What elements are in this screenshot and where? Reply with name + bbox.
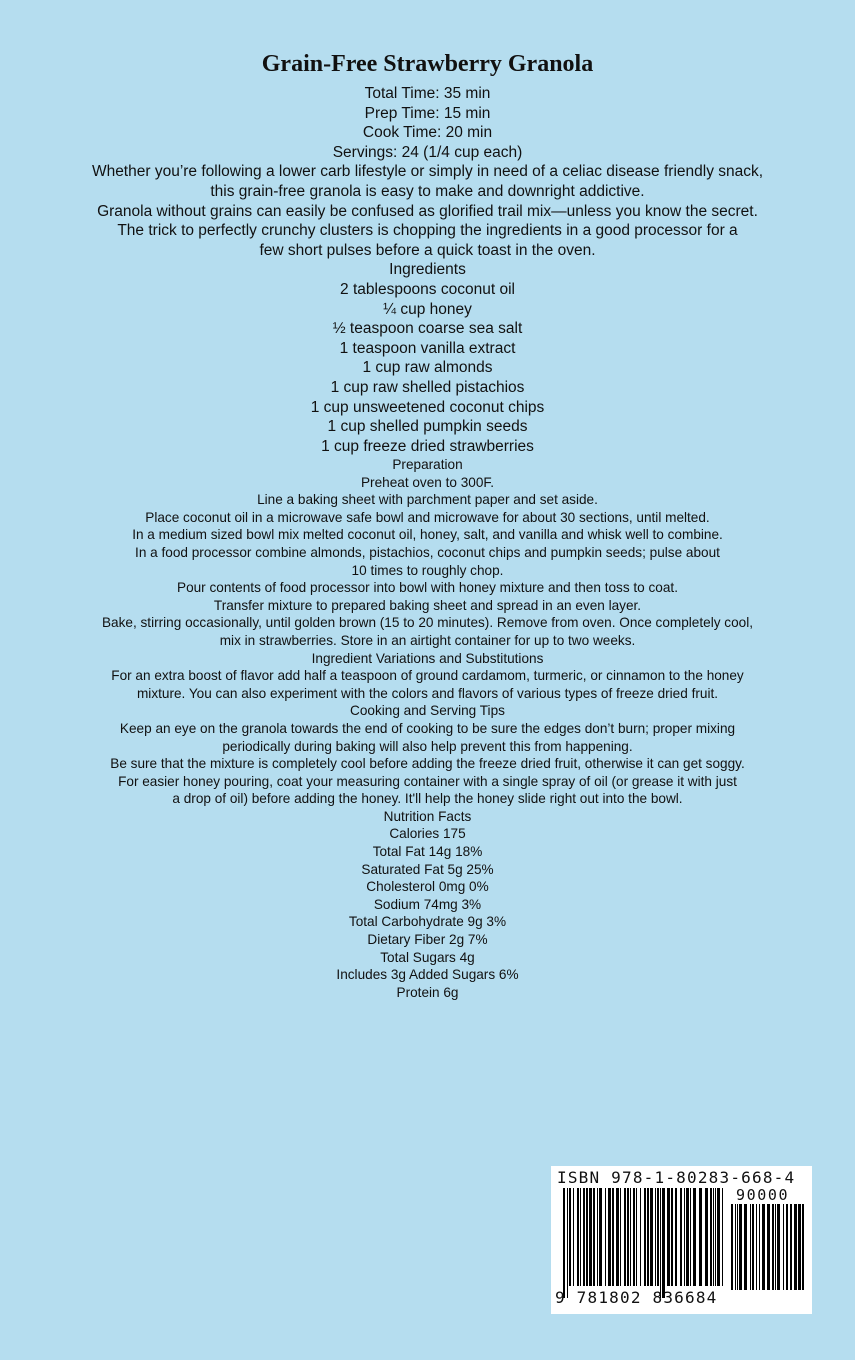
barcode-bar [647, 1188, 649, 1286]
variations-heading: Ingredient Variations and Substitutions [311, 650, 544, 666]
barcode-bar [739, 1204, 742, 1290]
barcode-bar [772, 1204, 774, 1290]
barcode-bar [608, 1188, 611, 1286]
barcode-bar [612, 1188, 614, 1286]
ingredient-item: 1 teaspoon vanilla extract [339, 339, 516, 357]
preparation-step: 10 times to roughly chop. [351, 562, 504, 578]
barcode-bar [722, 1188, 723, 1286]
barcode-bar [573, 1188, 574, 1286]
barcode-bar [593, 1188, 595, 1286]
isbn-number: ISBN 978-1-80283-668-4 [557, 1168, 796, 1187]
barcode-bar [583, 1188, 585, 1286]
total-time: Total Time: 35 min [364, 85, 491, 102]
barcode-bar [675, 1188, 677, 1286]
intro-paragraph-line: The trick to perfectly crunchy clusters is chopping the ingredients in a good processor for a [117, 222, 738, 240]
barcode-bar [715, 1188, 716, 1286]
barcode-bar [586, 1188, 588, 1286]
nutrition-item: Includes 3g Added Sugars 6% [336, 967, 519, 983]
barcode-bar [589, 1188, 592, 1286]
intro-paragraph-line: this grain-free granola is easy to make and downright addictive. [210, 182, 645, 200]
preparation-step: In a food processor combine almonds, pistachios, coconut chips and pumpkin seeds; pulse about [135, 544, 720, 560]
barcode-bar [627, 1188, 629, 1286]
barcode-bar [690, 1188, 691, 1286]
barcode-bar [624, 1188, 626, 1286]
preparation-step: Preheat oven to 300F. [360, 474, 494, 490]
barcode-bar [802, 1204, 804, 1290]
barcode-bar [786, 1204, 788, 1290]
nutrition-item: Total Sugars 4g [380, 949, 475, 965]
preparation-step: Transfer mixture to prepared baking sheet and spread in an even layer. [213, 597, 642, 613]
barcode-bar [640, 1188, 641, 1286]
barcode-bar [630, 1188, 631, 1286]
barcode-bar [684, 1188, 685, 1286]
nutrition-item: Sodium 74mg 3% [373, 896, 482, 912]
barcode-bar [650, 1188, 653, 1286]
barcode-bar [705, 1188, 708, 1286]
nutrition-item: Dietary Fiber 2g 7% [367, 932, 488, 948]
barcode-bar [794, 1204, 797, 1290]
recipe-title: Grain-Free Strawberry Granola [261, 51, 594, 77]
barcode-bar [699, 1188, 702, 1286]
tip-text: Keep an eye on the granola towards the end of cooking to be sure the edges don’t burn; proper mixing [119, 720, 736, 736]
ingredient-item: ½ teaspoon coarse sea salt [332, 320, 523, 338]
intro-paragraph-line: Granola without grains can easily be confused as glorified trail mix—unless you know the secret. [97, 202, 758, 220]
barcode-bar [569, 1188, 571, 1286]
barcode-bar [567, 1188, 568, 1298]
ean-barcode-bars [563, 1188, 725, 1300]
isbn-barcode [551, 1166, 812, 1314]
barcode-bar [580, 1188, 581, 1286]
barcode-bar [655, 1188, 656, 1286]
ingredient-item: 1 cup shelled pumpkin seeds [327, 418, 528, 436]
tip-text: a drop of oil) before adding the honey. It'll help the honey slide right out into the bowl. [172, 791, 683, 807]
barcode-bar [660, 1188, 661, 1298]
barcode-bar [744, 1204, 747, 1290]
ingredient-item: 1 cup raw shelled pistachios [330, 378, 525, 396]
barcode-bar [686, 1188, 689, 1286]
barcode-bar [680, 1188, 682, 1286]
preparation-step: Line a baking sheet with parchment paper and set aside. [257, 492, 598, 508]
servings: Servings: 24 (1/4 cup each) [332, 143, 523, 161]
ingredient-item: 1 cup raw almonds [362, 359, 493, 377]
barcode-bar [737, 1204, 738, 1290]
barcode-bar [717, 1188, 720, 1286]
preparation-heading: Preparation [392, 457, 463, 472]
barcode-bar [693, 1188, 696, 1286]
barcode-bar [767, 1204, 770, 1290]
tips-heading: Cooking and Serving Tips [350, 703, 505, 719]
barcode-bar [563, 1188, 565, 1298]
barcode-bar [777, 1204, 780, 1290]
barcode-bar [798, 1204, 801, 1290]
tip-text: Be sure that the mixture is completely cool before adding the freeze dried fruit, otherwise it can get soggy. [110, 756, 745, 772]
nutrition-heading: Nutrition Facts [383, 808, 472, 824]
barcode-bar [636, 1188, 637, 1286]
preparation-step: In a medium sized bowl mix melted coconut oil, honey, salt, and vanilla and whisk well to combine. [132, 527, 723, 543]
nutrition-item: Calories 175 [389, 826, 466, 842]
intro-paragraph-line: few short pulses before a quick toast in the oven. [259, 241, 596, 259]
ingredient-item: 1 cup freeze dried strawberries [321, 437, 534, 455]
barcode-bar [620, 1188, 621, 1286]
barcode-bar [762, 1204, 765, 1290]
variations-text: mixture. You can also experiment with the colors and flavors of various types of freeze dried fruit. [136, 685, 719, 701]
barcode-bar [790, 1204, 792, 1290]
barcode-bar [662, 1188, 665, 1298]
preparation-step: Place coconut oil in a microwave safe bowl and microwave for about 30 sections, until melted. [145, 509, 710, 525]
body-section [60, 456, 795, 1001]
ingredient-item: ¼ cup honey [383, 300, 472, 318]
barcode-bar [731, 1204, 733, 1290]
barcode-bar [633, 1188, 635, 1286]
tip-text: periodically during baking will also help prevent this from happening. [222, 738, 633, 754]
preparation-step: mix in strawberries. Store in an airtight container for up to two weeks. [219, 632, 636, 648]
addon-barcode-bars [731, 1204, 807, 1290]
barcode-bar [713, 1188, 714, 1286]
ingredients-heading: Ingredients [389, 261, 466, 279]
nutrition-item: Protein 6g [396, 984, 459, 1000]
barcode-bar [597, 1188, 598, 1286]
ingredient-item: 2 tablespoons coconut oil [340, 280, 515, 298]
intro-section [60, 84, 795, 456]
ean-digits: 9 781802 836684 [555, 1288, 718, 1307]
ingredient-item: 1 cup unsweetened coconut chips [310, 398, 545, 416]
barcode-bar [599, 1188, 602, 1286]
barcode-bar [735, 1204, 736, 1290]
barcode-bar [783, 1204, 784, 1290]
barcode-bar [775, 1204, 776, 1290]
prep-time: Prep Time: 15 min [364, 104, 491, 122]
barcode-bar [759, 1204, 760, 1290]
tip-text: For easier honey pouring, coat your measuring container with a single spray of oil (or grease it with just [118, 773, 737, 789]
barcode-bar [616, 1188, 619, 1286]
barcode-bar [657, 1188, 659, 1286]
barcode-bar [644, 1188, 646, 1286]
nutrition-item: Total Carbohydrate 9g 3% [348, 914, 507, 930]
barcode-bar [671, 1188, 673, 1286]
price-code: 90000 [736, 1186, 790, 1204]
barcode-bar [577, 1188, 579, 1286]
barcode-bar [752, 1204, 754, 1290]
barcode-bar [667, 1188, 670, 1286]
nutrition-item: Cholesterol 0mg 0% [366, 879, 489, 895]
cook-time: Cook Time: 20 min [362, 124, 493, 142]
nutrition-item: Saturated Fat 5g 25% [361, 861, 494, 877]
preparation-step: Pour contents of food processor into bowl with honey mixture and then toss to coat. [177, 580, 678, 596]
barcode-bar [605, 1188, 606, 1286]
nutrition-item: Total Fat 14g 18% [372, 844, 483, 860]
barcode-bar [756, 1204, 757, 1290]
barcode-bar [750, 1204, 751, 1290]
variations-text: For an extra boost of flavor add half a teaspoon of ground cardamom, turmeric, or cinnamon to the honey [111, 668, 744, 684]
preparation-step: Bake, stirring occasionally, until golden brown (15 to 20 minutes). Remove from oven. Once completely cool, [101, 615, 754, 631]
intro-paragraph-line: Whether you’re following a lower carb lifestyle or simply in need of a celiac disease friendly snack, [91, 163, 764, 181]
barcode-bar [710, 1188, 712, 1286]
